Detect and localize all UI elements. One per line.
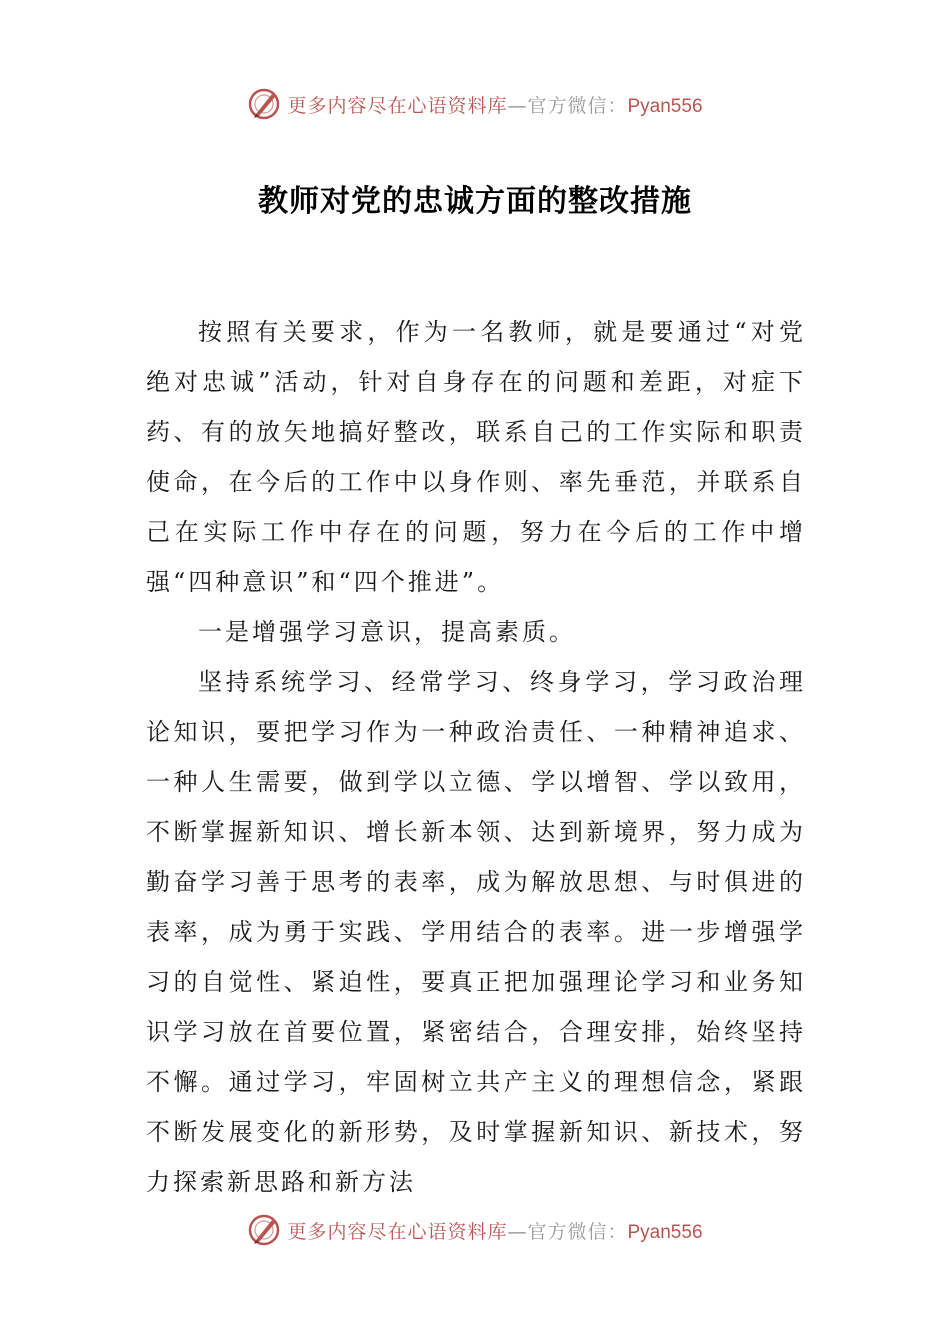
header-watermark xyxy=(0,84,950,124)
pen-logo-icon xyxy=(247,1213,281,1247)
footer-watermark xyxy=(0,1210,950,1250)
watermark-text: 更多内容尽在心语资料库—官方微信：Pyan556 xyxy=(287,1220,703,1243)
watermark-text: 更多内容尽在心语资料库—官方微信：Pyan556 xyxy=(287,94,703,117)
paragraph-heading-1: 一是增强学习意识，提高素质。 xyxy=(198,618,576,646)
document-title: 教师对党的忠诚方面的整改措施 xyxy=(258,184,692,219)
document-body xyxy=(146,307,806,1207)
pen-logo-icon xyxy=(247,87,281,121)
paragraph-study: 坚持系统学习、经常学习、终身学习，学习政治理论知识，要把学习作为一种政治责任、一种精神追求、一种人生需要，做到学以立德、学以增智、学以致用，不断掌握新知识、增长新本领、达到新境界，努力成为勤奋学习善于思考的表率，成为解放思想、与时俱进的表率，成为勇于实践、学用结合的表率。进一步增强学习的自觉性、紧迫性，要真正把加强理论学习和业务知识学习放在首要位置，紧密结合，合理安排，始终坚持不懈。通过学习，牢固树立共产主义的理想信念，紧跟不断发展变化的新形势，及时掌握新知识、新技术，努力探索新思路和新方法 xyxy=(146,668,806,1196)
paragraph-intro: 按照有关要求，作为一名教师，就是要通过“对党绝对忠诚”活动，针对自身存在的问题和差距，对症下药、有的放矢地搞好整改，联系自己的工作实际和职责使命，在今后的工作中以身作则、率先垂范，并联系自己在实际工作中存在的问题，努力在今后的工作中增强“四种意识”和“四个推进”。 xyxy=(146,318,806,596)
